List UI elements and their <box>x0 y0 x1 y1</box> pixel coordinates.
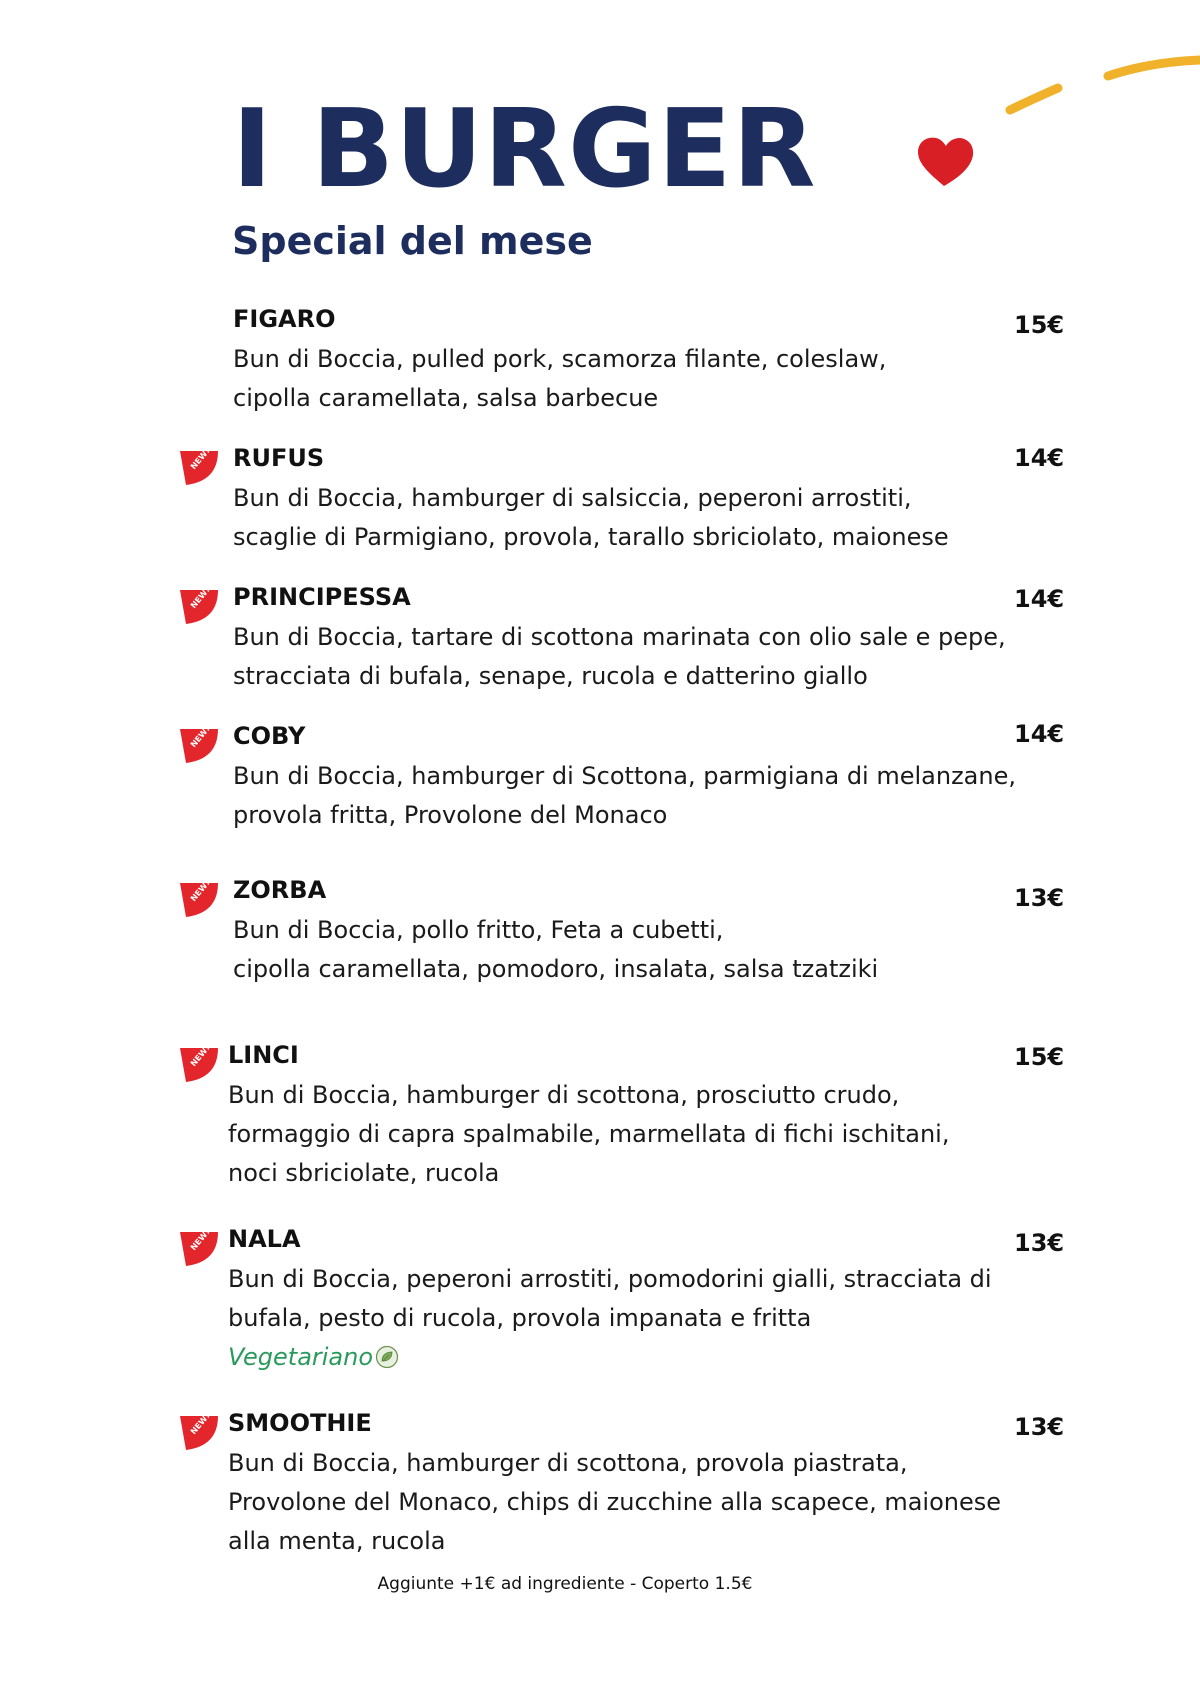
description-line: scaglie di Parmigiano, provola, tarallo sbriciolato, maionese <box>233 523 949 551</box>
item-price: 13€ <box>1014 1229 1065 1257</box>
description-line: Bun di Boccia, hamburger di scottona, provola piastrata, <box>228 1449 908 1477</box>
new-badge-icon <box>178 1042 220 1084</box>
new-badge-icon <box>178 1410 220 1452</box>
new-badge-icon <box>178 445 220 487</box>
footer-note: Aggiunte +1€ ad ingrediente - Coperto 1.5€ <box>377 1574 753 1594</box>
page-subtitle: Special del mese <box>232 219 593 263</box>
item-name: ZORBA <box>233 876 327 904</box>
description-line: Provolone del Monaco, chips di zucchine alla scapece, maionese <box>228 1488 1002 1516</box>
page-title: I BURGER <box>232 87 817 212</box>
item-description <box>233 618 1006 696</box>
item-name: FIGARO <box>233 305 336 333</box>
badge-text: NEW! <box>188 1227 212 1253</box>
description-line: cipolla caramellata, salsa barbecue <box>233 384 659 412</box>
vegetarian-tag <box>228 1338 992 1377</box>
yellow-stroke-long <box>1108 60 1200 76</box>
item-price: 13€ <box>1014 884 1065 912</box>
item-price: 14€ <box>1014 585 1065 613</box>
item-name: PRINCIPESSA <box>233 583 411 611</box>
yellow-stroke-short <box>1010 88 1058 110</box>
item-name: RUFUS <box>233 444 325 472</box>
badge-text: NEW! <box>188 1043 212 1069</box>
badge-text: NEW! <box>188 446 212 472</box>
item-name: COBY <box>233 722 306 750</box>
badge-text: NEW! <box>188 724 212 750</box>
new-badge-icon <box>178 1226 220 1268</box>
description-line: Bun di Boccia, pollo fritto, Feta a cubetti, <box>233 916 724 944</box>
item-description <box>228 1260 992 1377</box>
description-line: formaggio di capra spalmabile, marmellata di fichi ischitani, <box>228 1120 950 1148</box>
leaf-icon <box>375 1345 399 1369</box>
item-description <box>233 911 878 989</box>
badge-text: NEW! <box>188 878 212 904</box>
description-line: Bun di Boccia, peperoni arrostiti, pomodorini gialli, stracciata di <box>228 1265 992 1293</box>
heart-icon <box>918 138 973 186</box>
description-line: Bun di Boccia, hamburger di scottona, prosciutto crudo, <box>228 1081 900 1109</box>
badge-text: NEW! <box>188 585 212 611</box>
item-name: NALA <box>228 1225 301 1253</box>
description-line: Bun di Boccia, tartare di scottona marinata con olio sale e pepe, <box>233 623 1006 651</box>
description-line: alla menta, rucola <box>228 1527 446 1555</box>
item-description <box>233 340 886 418</box>
item-description <box>228 1076 949 1193</box>
description-line: bufala, pesto di rucola, provola impanata e fritta <box>228 1304 812 1332</box>
item-price: 14€ <box>1014 720 1065 748</box>
item-price: 14€ <box>1014 444 1065 472</box>
description-line: Bun di Boccia, pulled pork, scamorza filante, coleslaw, <box>233 345 887 373</box>
description-line: cipolla caramellata, pomodoro, insalata, salsa tzatziki <box>233 955 879 983</box>
description-line: stracciata di bufala, senape, rucola e datterino giallo <box>233 662 868 690</box>
item-name: LINCI <box>228 1041 299 1069</box>
item-price: 13€ <box>1014 1413 1065 1441</box>
description-line: Bun di Boccia, hamburger di salsiccia, peperoni arrostiti, <box>233 484 912 512</box>
item-description <box>228 1444 1001 1561</box>
new-badge-icon <box>178 723 220 765</box>
description-line: noci sbriciolate, rucola <box>228 1159 500 1187</box>
item-name: SMOOTHIE <box>228 1409 372 1437</box>
vegetarian-label: Vegetariano <box>228 1343 374 1371</box>
badge-text: NEW! <box>188 1411 212 1437</box>
description-line: provola fritta, Provolone del Monaco <box>233 801 668 829</box>
item-price: 15€ <box>1014 311 1065 339</box>
description-line: Bun di Boccia, hamburger di Scottona, parmigiana di melanzane, <box>233 762 1016 790</box>
item-description <box>233 479 949 557</box>
new-badge-icon <box>178 584 220 626</box>
item-price: 15€ <box>1014 1043 1065 1071</box>
new-badge-icon <box>178 877 220 919</box>
item-description <box>233 757 1016 835</box>
